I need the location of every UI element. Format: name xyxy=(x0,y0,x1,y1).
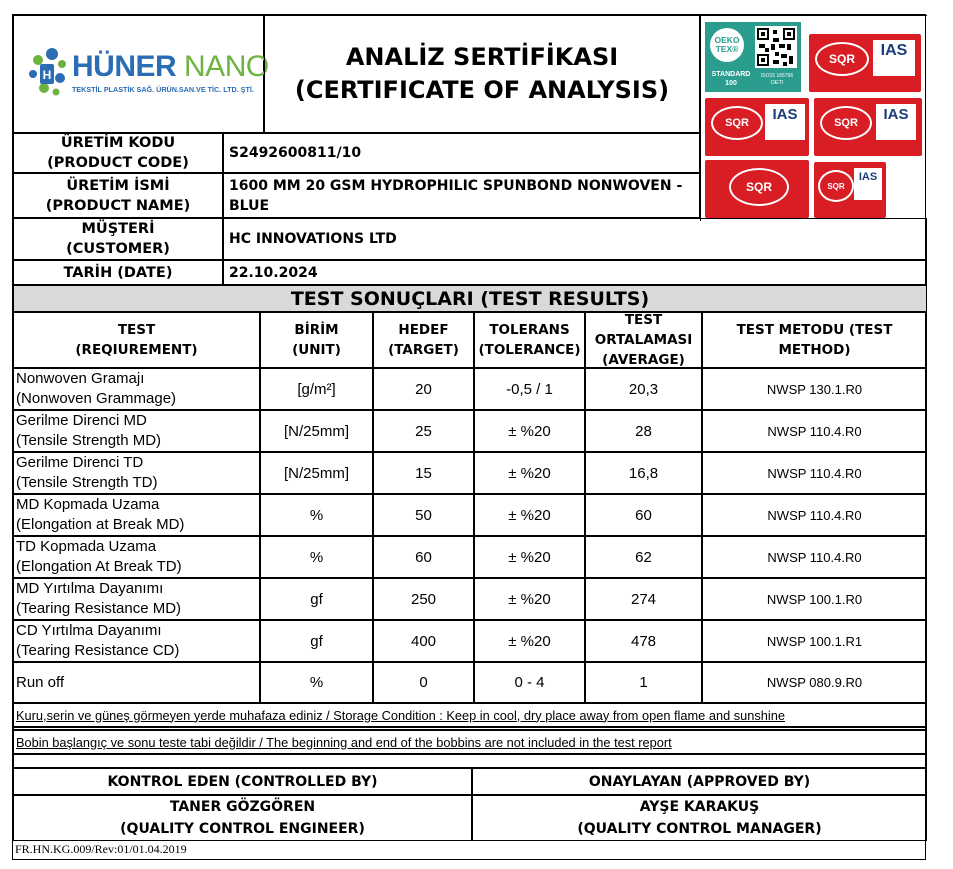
average-cell: 20,3 xyxy=(585,368,702,410)
average-cell: 1 xyxy=(585,662,702,703)
ias-label: IAS xyxy=(880,42,908,59)
oeko-tex-badge xyxy=(705,22,801,92)
product-name-line2: BLUE xyxy=(229,197,270,214)
notes-spacer-2 xyxy=(13,754,927,768)
oeko-tex-line2: TEX® xyxy=(715,44,739,54)
requirement-cell xyxy=(13,410,260,452)
sqr-label: SQR xyxy=(834,117,858,129)
oeko-tex-cert-org: OETI xyxy=(770,80,784,86)
ias-label: IAS xyxy=(883,106,909,123)
method-cell: NWSP 110.4.R0 xyxy=(702,452,927,494)
requirement-tr: Gerilme Direnci TD xyxy=(16,454,144,471)
method-cell: NWSP 110.4.R0 xyxy=(702,410,927,452)
col-header-average xyxy=(585,312,702,368)
average-cell: 62 xyxy=(585,536,702,578)
company-logo-icon xyxy=(24,38,70,102)
col-header-average-l1: TEST xyxy=(624,312,663,328)
sqr-ias-badge-1 xyxy=(809,34,921,92)
col-header-target-tr: HEDEF xyxy=(398,322,449,338)
method-cell: NWSP 110.4.R0 xyxy=(702,494,927,536)
method-cell: NWSP 110.4.R0 xyxy=(702,536,927,578)
unit-cell: [g/m²] xyxy=(260,368,373,410)
customer-value: HC INNOVATIONS LTD xyxy=(223,218,927,260)
unit-cell: % xyxy=(260,494,373,536)
average-cell: 274 xyxy=(585,578,702,620)
controlled-by-name: TANER GÖZGÖREN xyxy=(169,799,316,815)
target-cell: 15 xyxy=(373,452,474,494)
product-name-line1: 1600 MM 20 GSM HYDROPHILIC SPUNBOND NONWOVEN - xyxy=(229,177,683,194)
col-header-target-en: (TARGET) xyxy=(388,342,459,358)
target-cell: 0 xyxy=(373,662,474,703)
logo-name-secondary: NANO xyxy=(184,50,269,83)
target-cell: 25 xyxy=(373,410,474,452)
target-cell: 20 xyxy=(373,368,474,410)
tolerance-cell: ± %20 xyxy=(474,536,585,578)
col-header-target xyxy=(373,312,474,368)
tolerance-cell: ± %20 xyxy=(474,410,585,452)
requirement-tr: CD Yırtılma Dayanımı xyxy=(16,622,162,639)
sqr-label: SQR xyxy=(827,181,845,191)
method-cell: NWSP 080.9.R0 xyxy=(702,662,927,703)
customer-label-en: (CUSTOMER) xyxy=(66,241,170,257)
col-header-method-text: TEST METODU (TEST METHOD) xyxy=(736,322,893,358)
oeko-tex-standard: STANDARD xyxy=(711,71,751,78)
oeko-tex-cert-no: ISO15 165796 xyxy=(760,73,794,79)
product-code-value: S2492600811/10 xyxy=(223,133,700,173)
requirement-en: (Tensile Strength MD) xyxy=(16,432,162,449)
requirement-cell xyxy=(13,536,260,578)
sqr-ias-badge-2 xyxy=(705,98,809,156)
tolerance-cell: -0,5 / 1 xyxy=(474,368,585,410)
tolerance-cell: ± %20 xyxy=(474,452,585,494)
col-header-unit xyxy=(260,312,373,368)
target-cell: 250 xyxy=(373,578,474,620)
col-header-test-tr: TEST xyxy=(117,322,156,338)
col-header-average-l3: (AVERAGE) xyxy=(602,352,685,368)
approved-by-name: AYŞE KARAKUŞ xyxy=(639,799,760,815)
method-cell: NWSP 130.1.R0 xyxy=(702,368,927,410)
qr-code-icon xyxy=(755,26,797,68)
tolerance-cell: ± %20 xyxy=(474,578,585,620)
sqr-label: SQR xyxy=(828,52,855,66)
col-header-tolerance xyxy=(474,312,585,368)
col-header-tolerance-en: (TOLERANCE) xyxy=(478,342,581,358)
unit-cell: % xyxy=(260,662,373,703)
requirement-cell xyxy=(13,452,260,494)
sqr-ias-badge-5 xyxy=(814,162,886,218)
certificate-document xyxy=(12,14,926,860)
sqr-label: SQR xyxy=(725,117,749,129)
tolerance-cell: ± %20 xyxy=(474,494,585,536)
approved-by-signature xyxy=(472,795,927,841)
product-name-value xyxy=(223,173,700,218)
test-results-title-text: TEST SONUÇLARI (TEST RESULTS) xyxy=(290,287,650,310)
controlled-by-signature xyxy=(13,795,472,841)
requirement-en: (Tearing Resistance MD) xyxy=(16,600,182,617)
document-title-en: (CERTIFICATE OF ANALYSIS) xyxy=(294,76,670,104)
average-cell: 28 xyxy=(585,410,702,452)
target-cell: 400 xyxy=(373,620,474,662)
method-cell: NWSP 100.1.R0 xyxy=(702,578,927,620)
average-cell: 478 xyxy=(585,620,702,662)
product-code-label xyxy=(13,133,223,173)
requirement-tr: Gerilme Direnci MD xyxy=(16,412,147,429)
controlled-by-label: KONTROL EDEN (CONTROLLED BY) xyxy=(13,768,472,795)
oeko-tex-line1: OEKO xyxy=(714,35,740,45)
requirement-cell xyxy=(13,578,260,620)
tolerance-cell: ± %20 xyxy=(474,620,585,662)
average-cell: 16,8 xyxy=(585,452,702,494)
ias-label: IAS xyxy=(858,171,878,183)
requirement-tr: Nonwoven Gramajı xyxy=(16,370,145,387)
col-header-method xyxy=(702,312,927,368)
ias-label: IAS xyxy=(772,106,798,123)
company-logo-name xyxy=(72,50,269,84)
approved-by-title: (QUALITY CONTROL MANAGER) xyxy=(577,821,822,837)
certifications-area xyxy=(700,15,927,221)
method-cell: NWSP 100.1.R1 xyxy=(702,620,927,662)
average-cell: 60 xyxy=(585,494,702,536)
form-code: FR.HN.KG.009/Rev:01/01.04.2019 xyxy=(15,842,187,856)
date-label xyxy=(13,260,223,285)
tolerance-cell: 0 - 4 xyxy=(474,662,585,703)
date-label-text: TARİH (DATE) xyxy=(63,264,173,281)
target-cell: 50 xyxy=(373,494,474,536)
col-header-test xyxy=(13,312,260,368)
unit-cell: [N/25mm] xyxy=(260,410,373,452)
sqr-badge-4 xyxy=(705,160,809,218)
col-header-test-en: (REQIUREMENT) xyxy=(75,342,198,358)
requirement-tr: MD Yırtılma Dayanımı xyxy=(16,580,164,597)
document-title-tr: ANALİZ SERTİFİKASI xyxy=(345,43,619,71)
requirement-en: (Tearing Resistance CD) xyxy=(16,642,180,659)
col-header-average-l2: ORTALAMASI xyxy=(594,332,693,348)
sqr-ias-badge-3 xyxy=(814,98,922,156)
header-logo-cell xyxy=(13,15,269,133)
requirement-en: (Elongation At Break TD) xyxy=(16,558,182,575)
col-header-tolerance-tr: TOLERANS xyxy=(489,322,570,338)
test-results-title xyxy=(13,285,927,312)
unit-cell: [N/25mm] xyxy=(260,452,373,494)
oeko-tex-number: 100 xyxy=(725,80,737,87)
svg-text:H: H xyxy=(42,68,52,82)
product-name-label-en: (PRODUCT NAME) xyxy=(45,197,191,214)
col-header-unit-en: (UNIT) xyxy=(292,342,341,358)
product-code-label-tr: ÜRETİM KODU xyxy=(60,135,176,151)
requirement-en: (Nonwoven Grammage) xyxy=(16,390,177,407)
company-subtitle: TEKSTİL PLASTİK SAĞ. ÜRÜN.SAN.VE TİC. LTD. ŞTİ. xyxy=(72,85,254,94)
product-name-label xyxy=(13,173,223,218)
unit-cell: gf xyxy=(260,620,373,662)
bobbins-note: Bobin başlangıç ve sonu teste tabi değildir / The beginning and end of the bobbins are not included in the test report xyxy=(13,730,927,754)
unit-cell: gf xyxy=(260,578,373,620)
requirement-cell xyxy=(13,620,260,662)
date-value: 22.10.2024 xyxy=(223,260,927,285)
requirement-cell xyxy=(13,494,260,536)
requirement-cell xyxy=(13,368,260,410)
document-title-cell xyxy=(264,15,700,133)
sqr-label: SQR xyxy=(745,180,772,194)
storage-note: Kuru,serin ve güneş görmeyen yerde muhafaza ediniz / Storage Condition : Keep in cool, dry place away from open flame and sunshine xyxy=(13,703,927,727)
unit-cell: % xyxy=(260,536,373,578)
requirement-en: (Tensile Strength TD) xyxy=(16,474,158,491)
product-code-label-en: (PRODUCT CODE) xyxy=(47,155,189,171)
target-cell: 60 xyxy=(373,536,474,578)
approved-by-label: ONAYLAYAN (APPROVED BY) xyxy=(472,768,927,795)
customer-label xyxy=(13,218,223,260)
requirement-en: (Elongation at Break MD) xyxy=(16,516,185,533)
requirement-tr: Run off xyxy=(16,673,65,691)
controlled-by-title: (QUALITY CONTROL ENGINEER) xyxy=(120,821,365,837)
product-name-label-tr: ÜRETİM İSMİ xyxy=(66,177,170,194)
requirement-cell xyxy=(13,662,260,703)
logo-name-primary: HÜNER xyxy=(72,50,177,83)
requirement-tr: MD Kopmada Uzama xyxy=(16,496,160,513)
customer-label-tr: MÜŞTERİ xyxy=(81,221,155,237)
requirement-tr: TD Kopmada Uzama xyxy=(16,538,157,555)
col-header-unit-tr: BİRİM xyxy=(294,322,339,338)
